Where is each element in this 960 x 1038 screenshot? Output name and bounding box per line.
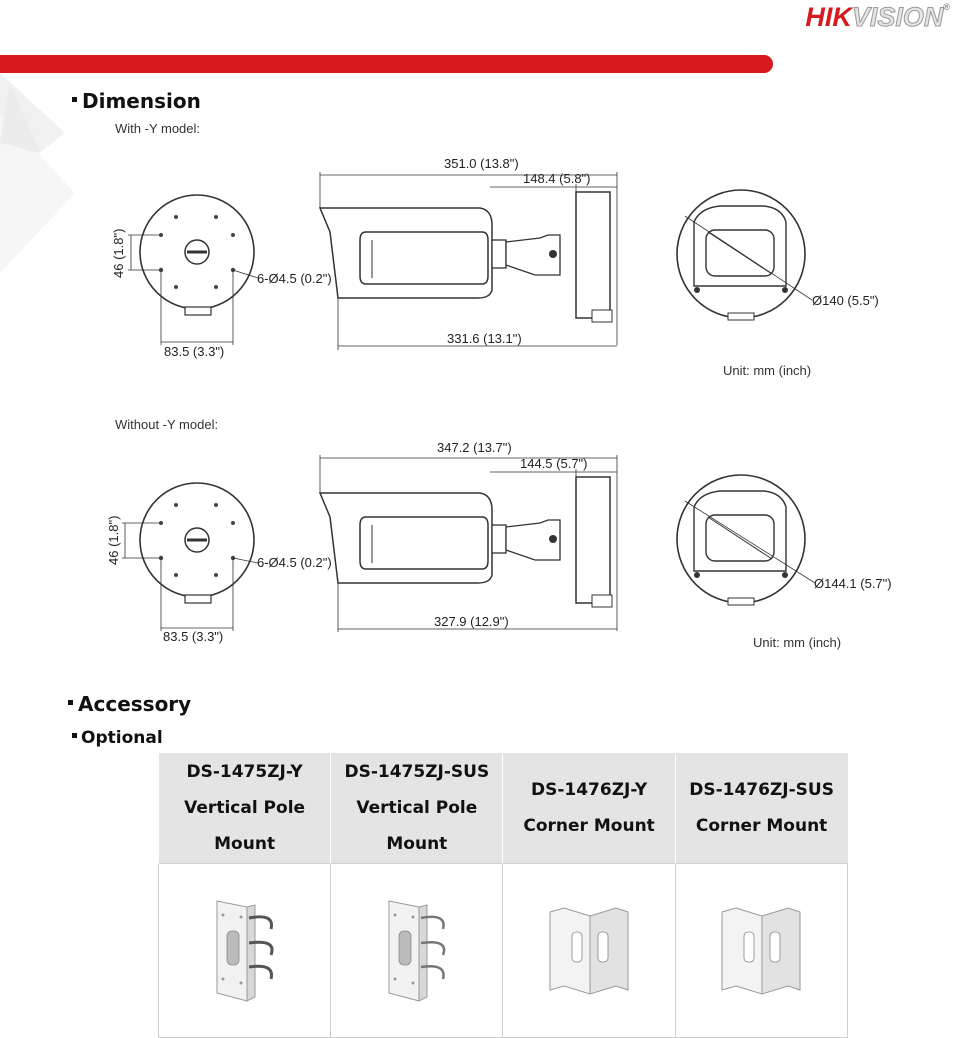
accessory-image-cell [159, 863, 331, 1037]
header-red-bar [0, 55, 773, 73]
camera-front-view [677, 475, 815, 605]
accessory-model: DS-1476ZJ-SUS [689, 779, 834, 800]
base-plate-view [128, 195, 258, 345]
accessory-model: DS-1476ZJ-Y [530, 779, 648, 800]
brand-logo [805, 2, 950, 33]
accessory-model: DS-1475ZJ-SUS [344, 761, 490, 782]
accessory-header-cell [503, 753, 675, 863]
with-y-body-length-label: 331.6 (13.1") [447, 331, 522, 346]
without-y-model-label: Without -Y model: [115, 417, 219, 432]
without-y-mount-depth-label: 144.5 (5.7") [520, 456, 588, 471]
with-y-holes-label: 6-Ø4.5 (0.2") [257, 271, 332, 286]
without-y-body-length-label: 327.9 (12.9") [434, 614, 509, 629]
without-y-total-length-label: 347.2 (13.7") [437, 440, 512, 455]
accessory-header-cell [675, 753, 847, 863]
accessory-image-cell [503, 863, 675, 1037]
with-y-base-width-label: 83.5 (3.3") [164, 344, 225, 359]
optional-subheading: Optional [72, 728, 163, 748]
without-y-unit-label: Unit: mm (inch) [753, 635, 842, 650]
accessory-image-cell [675, 863, 847, 1037]
logo-text-vision: VISION [851, 2, 944, 32]
accessory-header-cell [331, 753, 503, 863]
with-y-drawing [0, 150, 960, 359]
with-y-model-label: With -Y model: [115, 121, 201, 136]
accessory-model: DS-1475ZJ-Y [186, 761, 303, 782]
corner-mount-icon [544, 898, 634, 998]
with-y-diameter-label: Ø140 (5.5") [812, 293, 879, 308]
camera-side-view [320, 192, 612, 322]
accessory-header-row [159, 753, 848, 863]
logo-text-hik: HIK [805, 2, 852, 32]
without-y-base-width-label: 83.5 (3.3") [163, 629, 224, 644]
accessory-desc-line2: Mount [386, 833, 448, 854]
accessory-image-row [159, 863, 848, 1037]
camera-front-view [677, 190, 812, 320]
accessory-desc-line1: Vertical Pole [184, 797, 306, 818]
accessory-desc-line1: Vertical Pole [356, 797, 478, 818]
with-y-total-length-label: 351.0 (13.8") [444, 156, 519, 171]
with-y-unit-label: Unit: mm (inch) [723, 363, 812, 378]
registered-mark: ® [943, 2, 950, 12]
pole-mount-icon [377, 893, 457, 1003]
camera-side-view [320, 477, 612, 607]
accessory-heading: Accessory [68, 692, 191, 716]
accessory-desc-line1: Corner Mount [523, 815, 655, 836]
with-y-height-label: 46 (1.8") [111, 228, 126, 278]
pole-mount-icon [205, 893, 285, 1003]
base-plate-view [122, 483, 258, 631]
accessory-table [158, 753, 848, 1038]
accessory-desc-line1: Corner Mount [695, 815, 828, 836]
without-y-holes-label: 6-Ø4.5 (0.2") [257, 555, 332, 570]
accessory-header-cell [159, 753, 331, 863]
with-y-mount-depth-label: 148.4 (5.8") [523, 171, 591, 186]
without-y-height-label: 46 (1.8") [106, 515, 121, 565]
accessory-image-cell [331, 863, 503, 1037]
without-y-diameter-label: Ø144.1 (5.7") [814, 576, 892, 591]
accessory-desc-line2: Mount [214, 833, 276, 854]
corner-mount-icon [716, 898, 806, 998]
dimension-heading: Dimension [72, 89, 201, 113]
